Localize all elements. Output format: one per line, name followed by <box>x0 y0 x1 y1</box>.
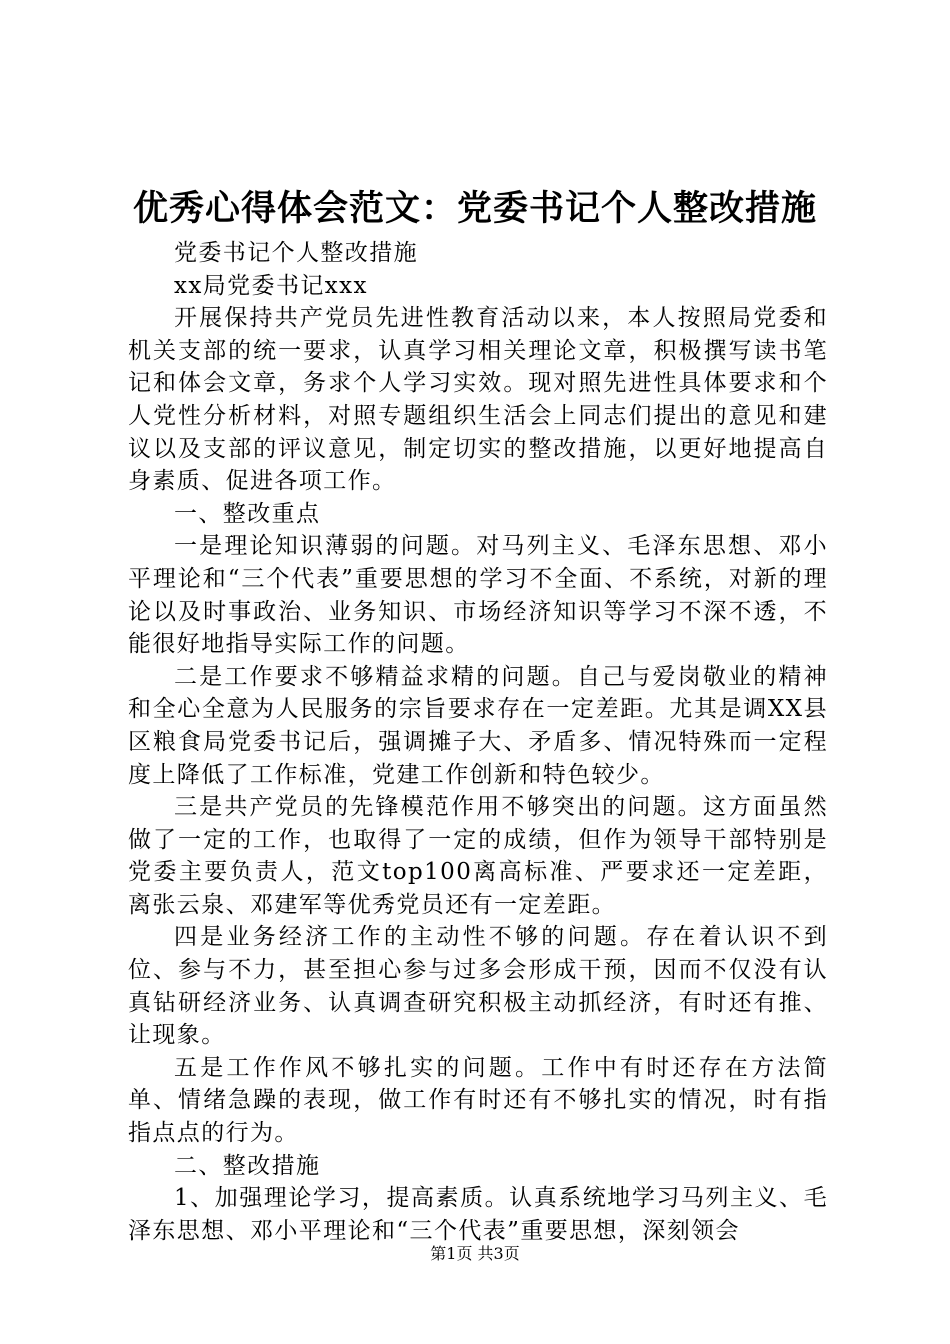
paragraph-point-3: 三是共产党员的先锋模范作用不够突出的问题。这方面虽然做了一定的工作，也取得了一定的成绩，但作为领导干部特别是党委主要负责人，范文top100离高标准、严要求还一定差距，离张云泉、邓建军等优秀党员还有一定差距。 <box>128 794 828 918</box>
document-title: 优秀心得体会范文：党委书记个人整改措施 <box>132 188 817 229</box>
paragraph-measure-1: 1、加强理论学习，提高素质。认真系统地学习马列主义、毛泽东思想、邓小平理论和“三个代表”重要思想，深刻领会 <box>128 1185 828 1244</box>
paragraph-point-2: 二是工作要求不够精益求精的问题。自己与爱岗敬业的精神和全心全意为人民服务的宗旨要求存在一定差距。尤其是调XX县区粮食局党委书记后，强调摊子大、矛盾多、情况特殊而一定程度上降低了工作标准，党建工作创新和特色较少。 <box>128 663 828 788</box>
section-heading-key-points: 一、整改重点 <box>174 500 321 527</box>
paragraph-point-4: 四是业务经济工作的主动性不够的问题。存在着认识不到位、参与不力，甚至担心参与过多会形成干预，因而不仅没有认真钻研经济业务、认真调查研究积极主动抓经济，有时还有推、让现象。 <box>128 924 828 1049</box>
paragraph-subtitle: 党委书记个人整改措施 <box>174 240 418 266</box>
section-heading-measures: 二、整改措施 <box>174 1152 321 1179</box>
paragraph-intro: 开展保持共产党员先进性教育活动以来，本人按照局党委和机关支部的统一要求，认真学习相关理论文章，积极撰写读书笔记和体会文章，务求个人学习实效。现对照先进性具体要求和个人党性分析材料，对照专题组织生活会上同志们提出的意见和建议以及支部的评议意见，制定切实的整改措施，以更好地提高自身素质、促进各项工作。 <box>128 305 828 495</box>
page-footer: 第1页 共3页 <box>430 1244 520 1263</box>
paragraph-point-1: 一是理论知识薄弱的问题。对马列主义、毛泽东思想、邓小平理论和“三个代表”重要思想的学习不全面、不系统，对新的理论以及时事政治、业务知识、市场经济知识等学习不深不透，不能很好地指导实际工作的问题。 <box>128 533 828 658</box>
document-body <box>128 237 828 1247</box>
paragraph-author: xx局党委书记xxx <box>174 272 368 299</box>
paragraph-point-5: 五是工作作风不够扎实的问题。工作中有时还存在方法简单、情绪急躁的表现，做工作有时还有不够扎实的情况，时有指指点点的行为。 <box>128 1054 828 1147</box>
